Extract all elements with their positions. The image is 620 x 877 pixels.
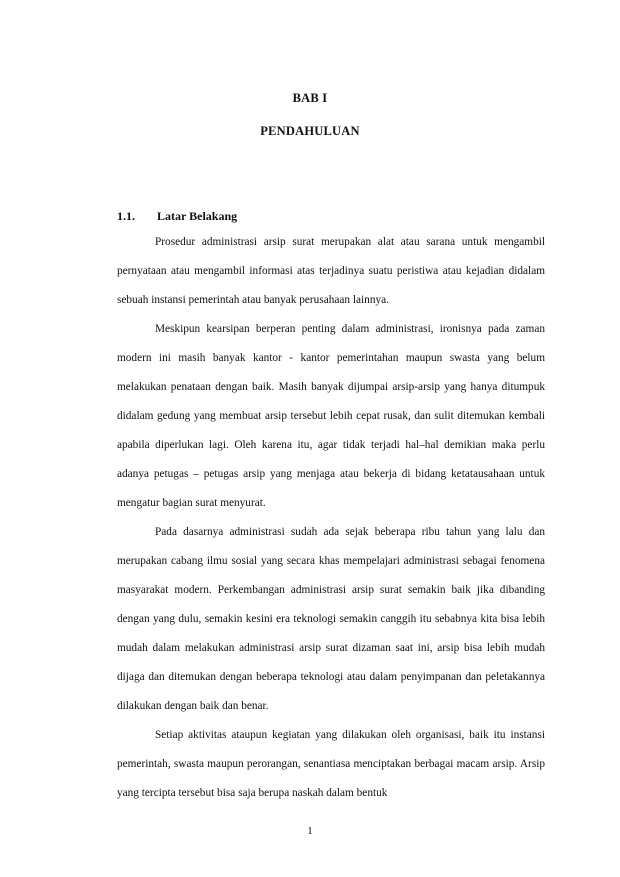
section-title: Latar Belakang	[157, 209, 238, 223]
chapter-label: BAB I	[292, 91, 328, 105]
paragraph-3: Pada dasarnya administrasi sudah ada sejak beberapa ribu tahun yang lalu dan merupakan cabang ilmu sosial yang secara khas mempelajari administrasi sebagai fenomena masyarakat modern. Perkembangan administrasi arsip surat semakin baik jika dibanding dengan yang dulu, semakin kesini era teknologi semakin canggih itu sebabnya kita bisa lebih mudah dalam melakukan administrasi arsip surat dizaman saat ini, arsip bisa lebih mudah dijaga dan ditemukan dengan beberapa teknologi atau dalam penyimpanan dan peletakannya dilakukan dengan baik dan benar.	[117, 526, 545, 712]
chapter-title: PENDAHULUAN	[260, 124, 360, 138]
paragraph-4: Setiap aktivitas ataupun kegiatan yang dilakukan oleh organisasi, baik itu instansi pemerintah, swasta maupun perorangan, senantiasa menciptakan berbagai macam arsip. Arsip yang tercipta tersebut bisa saja berupa naskah dalam bentuk	[117, 729, 545, 799]
paragraph-2: Meskipun kearsipan berperan penting dalam administrasi, ironisnya pada zaman modern ini masih banyak kantor - kantor pemerintahan maupun swasta yang belum melakukan penataan dengan baik. Masih banyak dijumpai arsip-arsip yang hanya ditumpuk didalam gedung yang membuat arsip tersebut lebih cepat rusak, dan sulit ditemukan kembali apabila diperlukan lagi. Oleh karena itu, agar tidak terjadi hal–hal demikian maka perlu adanya petugas – petugas arsip yang menjaga atau bekerja di bidang ketatausahaan untuk mengatur bagian surat menyurat.	[117, 323, 545, 509]
section-number: 1.1.	[117, 209, 135, 223]
paragraph-1: Prosedur administrasi arsip surat merupakan alat atau sarana untuk mengambil pernyataan atau mengambil informasi atas terjadinya suatu peristiwa atau kejadian didalam sebuah instansi pemerintah atau banyak perusahaan lainnya.	[117, 236, 545, 306]
page-number: 1	[307, 825, 313, 837]
section-heading	[117, 209, 237, 224]
